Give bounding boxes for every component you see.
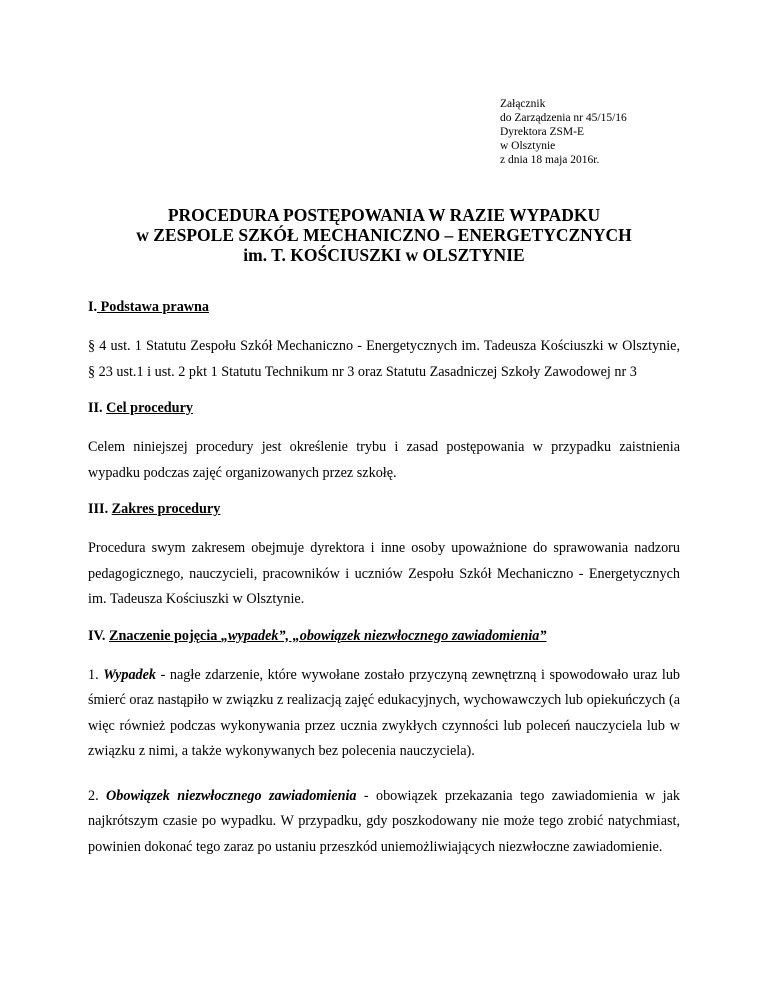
section-title-part: Znaczenie pojęcia [109, 627, 221, 644]
item-number: 1. [88, 666, 104, 683]
section-title-terms: „wypadek”, „obowiązek niezwłocznego zawiadomienia” [220, 627, 547, 644]
definition-text: - nagłe zdarzenie, które wywołane zostało przyczyną zewnętrzną i spowodowało uraz lub śmierć oraz nastąpiło w związku z realizacją zajęć edukacyjnych, wychowawczych lub opiekuńczych (a więc również podczas wykonywania przez ucznia zwykłych czynności lub poleceń nauczyciela lub w związku z nimi, a także wykonywanych bez polecenia nauczyciela). [88, 666, 681, 759]
definition-item-notification [88, 784, 680, 861]
document-body [88, 298, 680, 860]
section-heading-scope [88, 500, 680, 518]
title-line: w ZESPOLE SZKÓŁ MECHANICZNO – ENERGETYCZNYCH [136, 225, 632, 245]
annex-line: do Zarządzenia nr 45/15/16 [500, 112, 627, 124]
annex-line: Załącznik [500, 98, 546, 110]
section-text-legal-basis: § 4 ust. 1 Statutu Zespołu Szkół Mechaniczno - Energetycznych im. Tadeusza Kościuszki w Olsztynie, § 23 ust.1 i ust. 2 pkt 1 Statutu Technikum nr 3 oraz Statutu Zasadniczej Szkoły Zawodowej nr 3 [88, 338, 680, 380]
title-line: PROCEDURA POSTĘPOWANIA W RAZIE WYPADKU [167, 205, 601, 225]
section-title: Cel procedury [106, 400, 193, 416]
definition-item-accident [88, 663, 680, 765]
section-number: II. [88, 400, 103, 416]
section-heading-definitions [88, 627, 680, 645]
section-heading-purpose [88, 399, 680, 417]
section-text-scope: Procedura swym zakresem obejmuje dyrektora i inne osoby upoważnione do sprawowania nadzoru pedagogicznego, nauczycieli, pracowników i uczniów Zespołu Szkół Mechaniczno - Energetycznych im. Tadeusza Kościuszki w Olsztynie. [88, 540, 680, 607]
definition-term: Obowiązek niezwłocznego zawiadomienia [106, 787, 357, 804]
section-title: Zakres procedury [111, 501, 221, 517]
annex-line: z dnia 18 maja 2016r. [500, 154, 600, 166]
definition-term: Wypadek [103, 666, 157, 683]
annex-header [500, 97, 627, 167]
title-line: im. T. KOŚCIUSZKI w OLSZTYNIE [243, 245, 525, 265]
section-title: Podstawa prawna [97, 299, 210, 315]
section-number: IV. [88, 627, 106, 644]
item-number: 2. [88, 787, 107, 804]
section-heading-legal-basis [88, 298, 680, 316]
section-number: I. [88, 299, 98, 315]
annex-line: w Olsztynie [500, 140, 556, 152]
section-number: III. [88, 501, 109, 517]
section-text-purpose: Celem niniejszej procedury jest określenie trybu i zasad postępowania w przypadku zaistnienia wypadku podczas zajęć organizowanych przez szkołę. [88, 439, 680, 481]
section-title [109, 628, 546, 644]
document-title [0, 205, 768, 265]
annex-line: Dyrektora ZSM-E [500, 126, 584, 138]
definition-text: - obowiązek przekazania tego zawiadomienia w jak najkrótszym czasie po wypadku. W przypadku, gdy poszkodowany nie może tego zrobić natychmiast, powinien dokonać tego zaraz po ustaniu przeszkód uniemożliwiających niezwłoczne zawiadomienie. [88, 787, 680, 855]
